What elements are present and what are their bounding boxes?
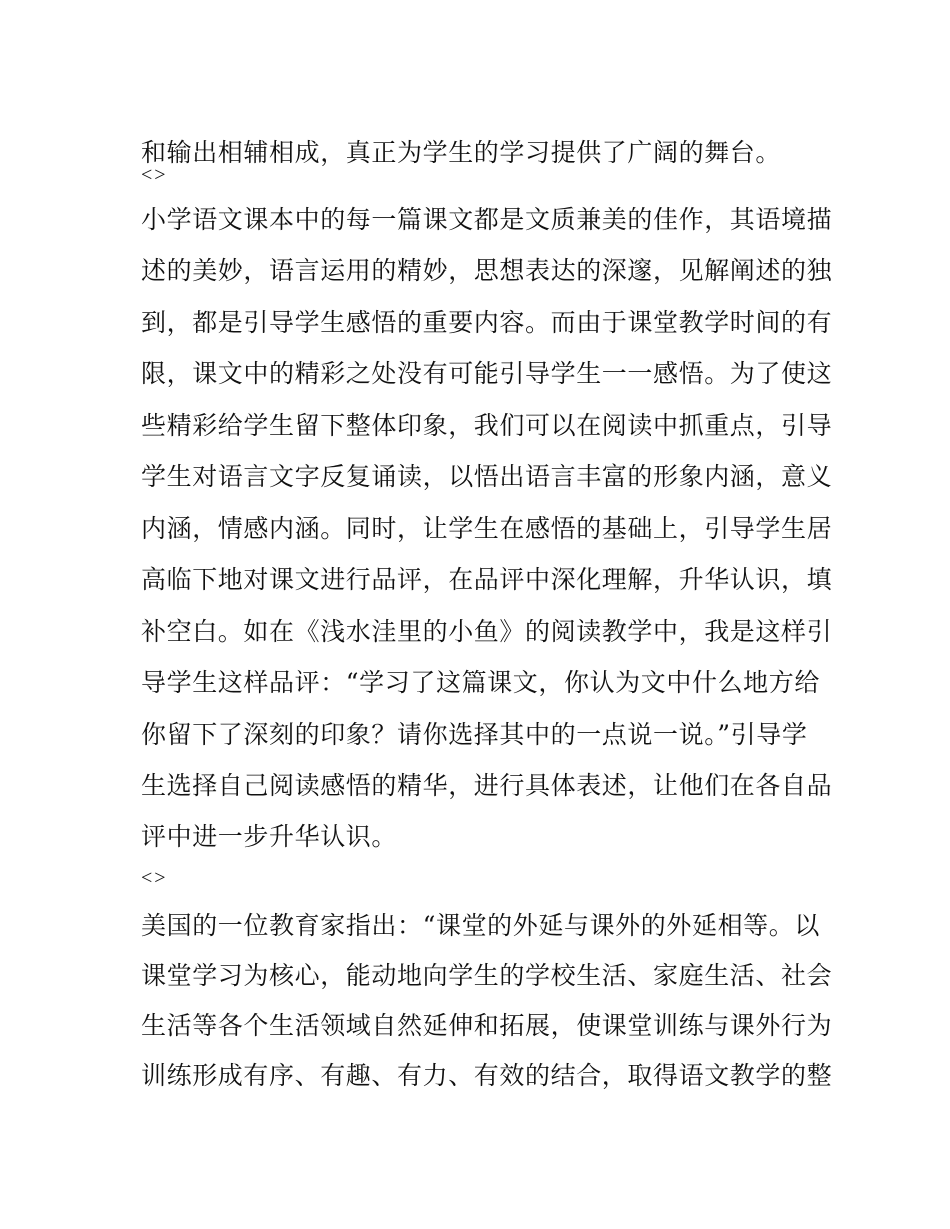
paragraph-2-line-10: 导学生这样品评：“学习了这篇课文，你认为文中什么地方给 <box>141 668 820 697</box>
paragraph-1-line-1: 和输出相辅相成，真正为学生的学习提供了广阔的舞台。 <box>141 138 782 167</box>
separator-1: <> <box>141 164 168 186</box>
paragraph-2-line-1: 小学语文课本中的每一篇课文都是文质兼美的佳作，其语境描 <box>141 205 833 234</box>
paragraph-2-line-3: 到，都是引导学生感悟的重要内容。而由于课堂教学时间的有 <box>141 308 833 337</box>
paragraph-2-line-13: 评中进一步升华认识。 <box>141 822 398 851</box>
paragraph-2-line-12: 生选择自己阅读感悟的精华，进行具体表述，让他们在各自品 <box>141 771 833 800</box>
paragraph-3-line-2: 课堂学习为核心，能动地向学生的学校生活、家庭生活、社会 <box>141 961 833 990</box>
paragraph-2-line-5: 些精彩给学生留下整体印象，我们可以在阅读中抓重点，引导 <box>141 411 833 440</box>
paragraph-2-line-4: 限，课文中的精彩之处没有可能引导学生一一感悟。为了使这 <box>141 359 833 388</box>
paragraph-3-line-4: 训练形成有序、有趣、有力、有效的结合，取得语文教学的整 <box>141 1061 833 1090</box>
paragraph-2-line-7: 内涵，情感内涵。同时，让学生在感悟的基础上，引导学生居 <box>141 514 833 543</box>
paragraph-2-line-8: 高临下地对课文进行品评，在品评中深化理解，升华认识，填 <box>141 565 833 594</box>
paragraph-2-line-6: 学生对语言文字反复诵读，以悟出语言丰富的形象内涵，意义 <box>141 462 833 491</box>
paragraph-2-line-2: 述的美妙，语言运用的精妙，思想表达的深邃，见解阐述的独 <box>141 256 833 285</box>
paragraph-3-line-1: 美国的一位教育家指出：“课堂的外延与课外的外延相等。以 <box>141 911 820 940</box>
separator-2: <> <box>141 867 168 889</box>
paragraph-2-line-9: 补空白。如在《浅水洼里的小鱼》的阅读教学中，我是这样引 <box>141 617 833 646</box>
paragraph-3-line-3: 生活等各个生活领域自然延伸和拓展，使课堂训练与课外行为 <box>141 1011 833 1040</box>
paragraph-2-line-11: 你留下了深刻的印象？请你选择其中的一点说一说。”引导学 <box>141 720 808 749</box>
